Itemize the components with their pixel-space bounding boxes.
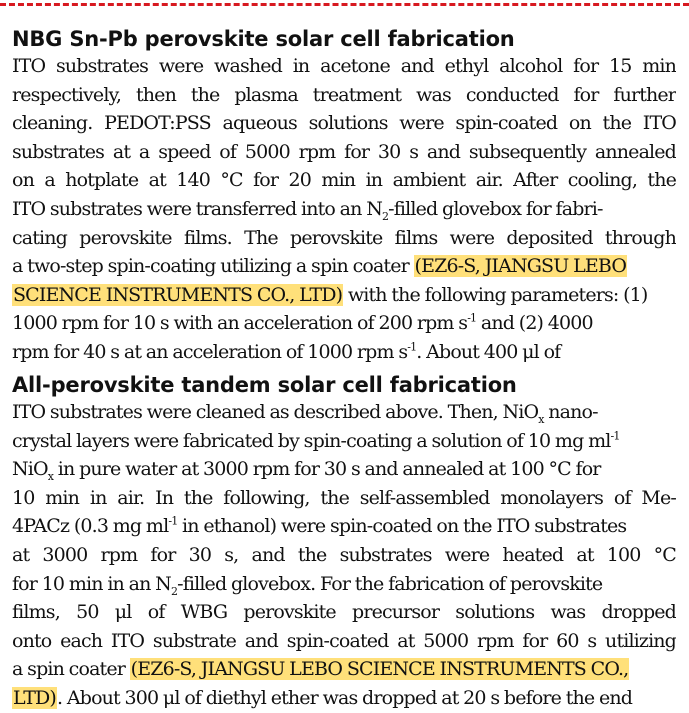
top-dashed-rule	[0, 3, 689, 6]
equipment-highlight: LTD)	[13, 686, 56, 709]
paragraph	[12, 398, 676, 713]
text-line: ITO substrates were cleaned as described above. Then, NiO$_x$ nano-	[12, 401, 598, 426]
text-line: at 3000 rpm for 30 s, and the substrates were heated at 100 °C	[12, 543, 676, 566]
section-heading: All-perovskite tandem solar cell fabrication	[12, 373, 517, 397]
text-line: 1000 rpm for 10 s with an acceleration of 200 rpm $s^{-1}$ and (2) 4000	[12, 312, 593, 335]
text-line: ITO substrates were washed in acetone and ethyl alcohol for 15 min	[12, 55, 676, 77]
paragraph	[12, 52, 676, 367]
text-line: a two-step spin-coating utilizing a spin coater (EZ6-S, JIANGSU LEBO	[12, 255, 627, 278]
text-line: cleaning. PEDOT:PSS aqueous solutions were spin-coated on the ITO	[12, 112, 676, 135]
text-line: LTD). About 300 μl of diethyl ether was dropped at 20 s before the end	[13, 686, 633, 709]
text-line: rpm for 40 s at an acceleration of 1000 rpm $s^{-1}$. About 400 μl of	[12, 340, 561, 363]
section-heading: NBG Sn-Pb perovskite solar cell fabrication	[12, 27, 515, 51]
section-tandem-fabrication	[12, 372, 676, 713]
equipment-highlight: (EZ6-S, JIANGSU LEBO SCIENCE INSTRUMENTS CO.,	[130, 658, 629, 681]
equipment-highlight: SCIENCE INSTRUMENTS CO., LTD)	[13, 283, 343, 306]
text-line: films, 50 μl of WBG perovskite precursor solutions was dropped	[12, 601, 676, 624]
text-line: on a hotplate at 140 °C for 20 min in ambient air. After cooling, the	[12, 169, 676, 192]
text-line: 10 min in air. In the following, the self-assembled monolayers of Me-	[12, 486, 676, 509]
text-line: ITO substrates were transferred into an $N_2$-filled glovebox for fabri-	[12, 197, 603, 223]
text-line: respectively, then the plasma treatment was conducted for further	[12, 83, 676, 106]
text-line: a spin coater (EZ6-S, JIANGSU LEBO SCIENCE INSTRUMENTS CO.,	[12, 658, 629, 681]
text-line: SCIENCE INSTRUMENTS CO., LTD) with the following parameters: (1)	[13, 283, 648, 306]
text-line: NiO$_x$ in pure water at 3000 rpm for 30 s and annealed at 100 °C for	[12, 458, 601, 483]
text-line: crystal layers were fabricated by spin-coating a solution of 10 mg $ml^{-1}$	[12, 429, 620, 452]
text-line: cating perovskite films. The perovskite films were deposited through	[12, 226, 676, 249]
section-nbg-fabrication	[12, 26, 676, 367]
text-line: substrates at a speed of 5000 rpm for 30 s and subsequently annealed	[12, 140, 676, 163]
text-line: 4PACz (0.3 mg $ml^{-1}$ in ethanol) were spin-coated on the ITO substrates	[12, 515, 627, 538]
equipment-highlight: (EZ6-S, JIANGSU LEBO	[414, 255, 627, 278]
text-line: for 10 min in an $N_2$-filled glovebox. For the fabrication of perovskite	[12, 572, 603, 598]
text-line: onto each ITO substrate and spin-coated at 5000 rpm for 60 s utilizing	[12, 629, 676, 652]
